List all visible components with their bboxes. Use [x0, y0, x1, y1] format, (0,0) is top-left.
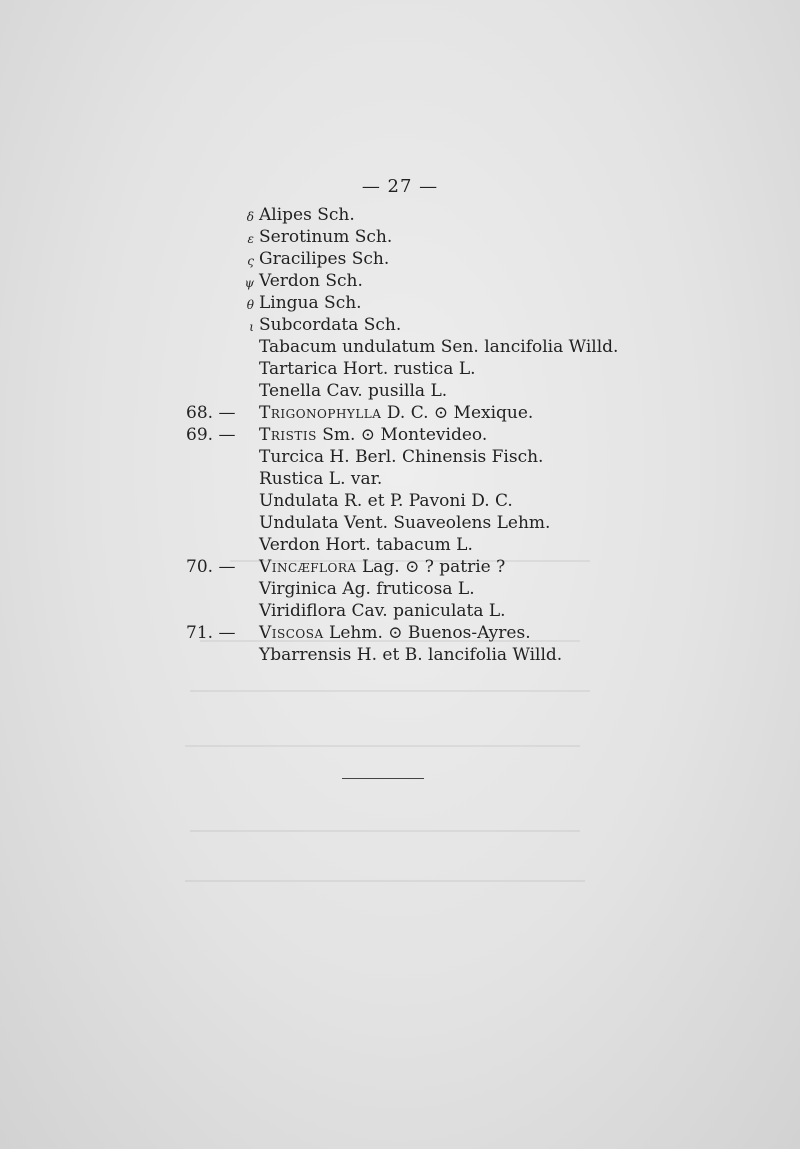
entry-detail: Undulata Vent. Suaveolens Lehm. [259, 513, 551, 533]
entry-detail: Lehm. ⊙ Buenos-Ayres. [323, 623, 531, 643]
entry-text [259, 557, 505, 577]
entry-line [0, 645, 800, 667]
entry-text [259, 337, 618, 357]
entry-line [0, 315, 800, 337]
entry-text [259, 535, 473, 555]
entry-text [259, 205, 355, 225]
entry-detail: Tartarica Hort. rustica L. [259, 359, 476, 379]
entry-line [0, 623, 800, 645]
entry-text [259, 425, 487, 445]
entry-text [259, 315, 401, 335]
bleed-through-trace [190, 690, 590, 692]
entry-text [259, 469, 382, 489]
entry-detail: D. C. ⊙ Mexique. [381, 403, 534, 423]
variety-marker: θ [246, 298, 254, 312]
bleed-through-trace [185, 880, 585, 882]
species-number: 69. — [186, 425, 236, 445]
entry-line [0, 425, 800, 447]
variety-marker: ς [247, 254, 254, 268]
species-number: 71. — [186, 623, 236, 643]
species-name: Tristis [259, 425, 317, 445]
entry-line [0, 403, 800, 425]
entry-line [0, 491, 800, 513]
entry-detail: Viridiflora Cav. paniculata L. [259, 601, 506, 621]
bleed-through-trace [185, 745, 580, 747]
species-name: Viscosa [259, 623, 324, 643]
entry-text [259, 513, 550, 533]
entry-text [259, 403, 533, 423]
variety-marker: ψ [244, 276, 254, 290]
entry-line [0, 535, 800, 557]
entry-text [259, 249, 389, 269]
entry-detail: Lingua Sch. [259, 293, 362, 313]
entry-detail: Undulata R. et P. Pavoni D. C. [259, 491, 513, 511]
entry-detail: Verdon Sch. [259, 271, 363, 291]
entry-detail: Serotinum Sch. [259, 227, 393, 247]
entry-line [0, 249, 800, 271]
entry-text [259, 271, 363, 291]
entry-line [0, 227, 800, 249]
entry-line [0, 601, 800, 623]
entry-line [0, 271, 800, 293]
entry-text [259, 645, 562, 665]
species-number: 70. — [186, 557, 236, 577]
entry-text [259, 227, 392, 247]
species-name: Trigonophylla [259, 403, 382, 423]
entry-text [259, 359, 476, 379]
variety-marker: δ [246, 210, 254, 224]
entry-detail: Subcordata Sch. [259, 315, 402, 335]
entry-detail: Alipes Sch. [259, 205, 355, 225]
species-name: Vincæflora [259, 557, 357, 577]
entry-line [0, 359, 800, 381]
entry-line [0, 557, 800, 579]
entry-detail: Virginica Ag. fruticosa L. [259, 579, 475, 599]
entry-detail: Rustica L. var. [259, 469, 383, 489]
entry-text [259, 623, 531, 643]
entry-text [259, 579, 475, 599]
entry-line [0, 579, 800, 601]
entry-line [0, 293, 800, 315]
entry-detail: Tenella Cav. pusilla L. [259, 381, 448, 401]
entry-detail: Lag. ⊙ ? patrie ? [356, 557, 506, 577]
closing-rule [342, 778, 424, 779]
entry-text [259, 447, 543, 467]
entry-detail: Gracilipes Sch. [259, 249, 390, 269]
entry-line [0, 337, 800, 359]
page-number: — 27 — [361, 176, 439, 197]
entry-text [259, 491, 513, 511]
entry-text [259, 381, 447, 401]
entry-text [259, 601, 506, 621]
entry-line [0, 205, 800, 227]
entry-line [0, 513, 800, 535]
entry-detail: Turcica H. Berl. Chinensis Fisch. [259, 447, 544, 467]
entry-detail: Ybarrensis H. et B. lancifolia Willd. [259, 645, 563, 665]
entry-detail: Tabacum undulatum Sen. lancifolia Willd. [259, 337, 619, 357]
entry-detail: Verdon Hort. tabacum L. [259, 535, 473, 555]
entry-line [0, 381, 800, 403]
entry-line [0, 447, 800, 469]
variety-marker: ι [249, 320, 254, 334]
bleed-through-trace [190, 830, 580, 832]
species-number: 68. — [186, 403, 236, 423]
variety-marker: ε [247, 232, 254, 246]
entry-text [259, 293, 362, 313]
entry-detail: Sm. ⊙ Montevideo. [316, 425, 488, 445]
entry-line [0, 469, 800, 491]
